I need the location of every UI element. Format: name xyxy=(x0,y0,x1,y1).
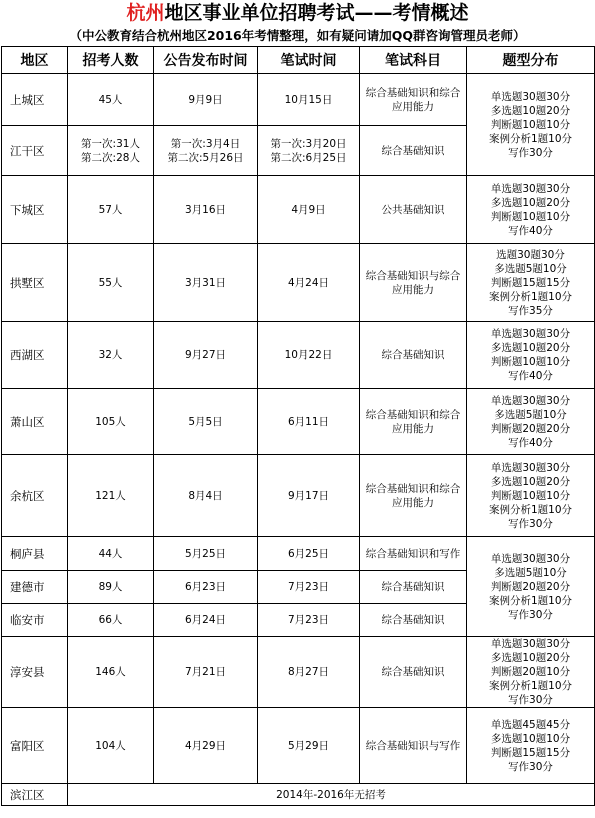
cell-line: 第一次:31人 xyxy=(81,137,140,150)
cell-line: 单选题30题30分 xyxy=(490,461,571,474)
exam-date-cell xyxy=(258,322,360,389)
cell-line: 写作35分 xyxy=(508,304,553,317)
exam-date-cell xyxy=(258,537,360,571)
distribution-cell xyxy=(467,176,595,244)
table-row xyxy=(2,74,595,126)
announce-date-cell xyxy=(154,604,258,637)
cell-line: 判断题15题15分 xyxy=(490,276,571,289)
cell-line: 判断题10题10分 xyxy=(490,210,571,223)
announce-date-cell xyxy=(154,637,258,708)
cell-line: 第二次:28人 xyxy=(81,151,140,164)
cell-line: 写作40分 xyxy=(508,436,553,449)
header-row xyxy=(2,47,595,74)
cell-line: 7月23日 xyxy=(287,581,330,593)
cell-line: 单选题30题30分 xyxy=(490,182,571,195)
cell-line: 写作30分 xyxy=(508,517,553,530)
region-cell: 建德市 xyxy=(2,571,68,604)
no-exam-note: 2014年-2016年无招考 xyxy=(68,784,595,806)
subject-cell: 综合基础知识 xyxy=(360,604,467,637)
table-row xyxy=(2,537,595,571)
region-cell: 余杭区 xyxy=(2,455,68,537)
subject-cell: 综合基础知识和综合应用能力 xyxy=(360,74,467,126)
cell-line: 写作30分 xyxy=(508,146,553,159)
subject-cell: 综合基础知识和写作 xyxy=(360,537,467,571)
cell-line: 7月23日 xyxy=(287,614,330,626)
region-cell: 上城区 xyxy=(2,74,68,126)
cell-line: 4月29日 xyxy=(184,739,227,752)
subject-cell: 综合基础知识和综合应用能力 xyxy=(360,389,467,455)
cell-line: 案例分析1题10分 xyxy=(488,503,573,516)
exam-overview-table xyxy=(1,46,595,806)
count-cell xyxy=(68,604,154,637)
cell-line: 第一次:3月20日 xyxy=(270,137,347,150)
cell-line: 判断题10题10分 xyxy=(490,118,571,131)
cell-line: 判断题10题10分 xyxy=(490,489,571,502)
table-row xyxy=(2,244,595,322)
cell-line: 写作30分 xyxy=(508,694,553,706)
cell-line: 6月25日 xyxy=(287,547,330,560)
table-row xyxy=(2,322,595,389)
cell-line: 8月4日 xyxy=(188,489,223,502)
cell-line: 多选题10题20分 xyxy=(490,104,571,117)
cell-line: 第二次:6月25日 xyxy=(270,151,347,164)
count-cell xyxy=(68,244,154,322)
distribution-cell xyxy=(467,637,595,708)
table-row xyxy=(2,389,595,455)
header-subject: 笔试科目 xyxy=(360,47,467,74)
count-cell xyxy=(68,389,154,455)
count-cell xyxy=(68,74,154,126)
region-cell: 滨江区 xyxy=(2,784,68,806)
exam-date-cell xyxy=(258,637,360,708)
cell-line: 105人 xyxy=(95,415,126,428)
header-count: 招考人数 xyxy=(68,47,154,74)
region-cell: 临安市 xyxy=(2,604,68,637)
cell-line: 写作30分 xyxy=(508,608,553,621)
cell-line: 多选题5题10分 xyxy=(494,262,567,275)
distribution-cell xyxy=(467,389,595,455)
subject-cell: 综合基础知识和综合应用能力 xyxy=(360,455,467,537)
exam-date-cell xyxy=(258,708,360,784)
cell-line: 57人 xyxy=(98,203,123,216)
exam-date-cell xyxy=(258,176,360,244)
cell-line: 8月27日 xyxy=(287,666,330,678)
cell-line: 9月27日 xyxy=(184,349,227,361)
subject-cell: 综合基础知识 xyxy=(360,126,467,176)
distribution-cell xyxy=(467,708,595,784)
exam-date-cell xyxy=(258,455,360,537)
table-row xyxy=(2,176,595,244)
cell-line: 32人 xyxy=(98,349,123,361)
cell-line: 9月9日 xyxy=(188,93,223,106)
cell-line: 判断题15题15分 xyxy=(490,746,571,759)
cell-line: 44人 xyxy=(98,547,123,560)
announce-date-cell xyxy=(154,571,258,604)
cell-line: 写作30分 xyxy=(508,760,553,773)
region-cell: 桐庐县 xyxy=(2,537,68,571)
cell-line: 单选题30题30分 xyxy=(490,328,571,340)
cell-line: 4月24日 xyxy=(287,276,330,289)
announce-date-cell xyxy=(154,244,258,322)
exam-date-cell xyxy=(258,74,360,126)
table-row xyxy=(2,784,595,806)
table-body xyxy=(2,74,595,806)
cell-line: 10月22日 xyxy=(284,349,333,361)
cell-line: 写作40分 xyxy=(508,370,553,382)
cell-line: 判断题20题10分 xyxy=(490,666,571,678)
cell-line: 6月11日 xyxy=(287,415,330,428)
region-cell: 西湖区 xyxy=(2,322,68,389)
announce-date-cell xyxy=(154,126,258,176)
exam-date-cell xyxy=(258,604,360,637)
distribution-cell xyxy=(467,244,595,322)
cell-line: 4月9日 xyxy=(291,203,326,216)
cell-line: 案例分析1题10分 xyxy=(488,594,573,607)
cell-line: 写作40分 xyxy=(508,224,553,237)
cell-line: 146人 xyxy=(95,666,126,678)
count-cell xyxy=(68,322,154,389)
table-row xyxy=(2,455,595,537)
subject-cell: 综合基础知识与写作 xyxy=(360,708,467,784)
cell-line: 案例分析1题10分 xyxy=(488,680,573,692)
announce-date-cell xyxy=(154,322,258,389)
region-cell: 萧山区 xyxy=(2,389,68,455)
cell-line: 6月23日 xyxy=(184,581,227,593)
cell-line: 5月29日 xyxy=(287,739,330,752)
count-cell xyxy=(68,126,154,176)
distribution-cell xyxy=(467,537,595,637)
cell-line: 判断题20题20分 xyxy=(490,580,571,593)
cell-line: 55人 xyxy=(98,276,123,289)
exam-date-cell xyxy=(258,126,360,176)
cell-line: 10月15日 xyxy=(284,93,333,106)
cell-line: 3月16日 xyxy=(184,203,227,216)
table-row xyxy=(2,708,595,784)
cell-line: 45人 xyxy=(98,93,123,106)
cell-line: 多选题10题20分 xyxy=(490,652,571,664)
cell-line: 多选题10题20分 xyxy=(490,342,571,354)
distribution-cell xyxy=(467,74,595,176)
cell-line: 第二次:5月26日 xyxy=(167,151,244,164)
cell-line: 6月24日 xyxy=(184,614,227,626)
cell-line: 第一次:3月4日 xyxy=(170,137,241,150)
distribution-cell xyxy=(467,322,595,389)
count-cell xyxy=(68,455,154,537)
cell-line: 多选题5题10分 xyxy=(494,408,567,421)
cell-line: 5月25日 xyxy=(184,547,227,560)
cell-line: 单选题30题30分 xyxy=(490,638,571,650)
cell-line: 多选题10题10分 xyxy=(490,732,571,745)
region-cell: 江干区 xyxy=(2,126,68,176)
cell-line: 9月17日 xyxy=(287,489,330,502)
cell-line: 案例分析1题10分 xyxy=(488,290,573,303)
exam-date-cell xyxy=(258,244,360,322)
announce-date-cell xyxy=(154,537,258,571)
count-cell xyxy=(68,708,154,784)
count-cell xyxy=(68,637,154,708)
page-title: 杭州地区事业单位招聘考试——考情概述 xyxy=(126,2,469,24)
region-cell: 富阳区 xyxy=(2,708,68,784)
cell-line: 7月21日 xyxy=(184,666,227,678)
cell-line: 单选题30题30分 xyxy=(490,552,571,565)
header-exam: 笔试时间 xyxy=(258,47,360,74)
cell-line: 3月31日 xyxy=(184,276,227,289)
subject-cell: 公共基础知识 xyxy=(360,176,467,244)
count-cell xyxy=(68,537,154,571)
cell-line: 单选题30题30分 xyxy=(490,90,571,103)
distribution-cell xyxy=(467,455,595,537)
exam-date-cell xyxy=(258,389,360,455)
header-distribution: 题型分布 xyxy=(467,47,595,74)
page-subtitle: （中公教育结合杭州地区2016年考情整理，如有疑问请加QQ群咨询管理员老师） xyxy=(69,28,526,43)
cell-line: 选题30题30分 xyxy=(496,248,565,261)
cell-line: 判断题20题20分 xyxy=(490,422,571,435)
subject-cell: 综合基础知识 xyxy=(360,571,467,604)
announce-date-cell xyxy=(154,74,258,126)
announce-date-cell xyxy=(154,176,258,244)
subject-cell: 综合基础知识与综合应用能力 xyxy=(360,244,467,322)
table-row xyxy=(2,637,595,708)
subject-cell: 综合基础知识 xyxy=(360,637,467,708)
cell-line: 多选题10题20分 xyxy=(490,196,571,209)
cell-line: 多选题10题20分 xyxy=(490,475,571,488)
cell-line: 89人 xyxy=(98,581,123,593)
subject-cell: 综合基础知识 xyxy=(360,322,467,389)
cell-line: 案例分析1题10分 xyxy=(488,132,573,145)
exam-date-cell xyxy=(258,571,360,604)
cell-line: 单选题30题30分 xyxy=(490,394,571,407)
cell-line: 104人 xyxy=(95,739,126,752)
cell-line: 单选题45题45分 xyxy=(490,718,571,731)
announce-date-cell xyxy=(154,708,258,784)
announce-date-cell xyxy=(154,455,258,537)
count-cell xyxy=(68,571,154,604)
region-cell: 淳安县 xyxy=(2,637,68,708)
region-cell: 拱墅区 xyxy=(2,244,68,322)
cell-line: 66人 xyxy=(98,614,123,626)
cell-line: 判断题10题10分 xyxy=(490,356,571,368)
cell-line: 121人 xyxy=(95,489,126,502)
count-cell xyxy=(68,176,154,244)
header-region: 地区 xyxy=(2,47,68,74)
region-cell: 下城区 xyxy=(2,176,68,244)
announce-date-cell xyxy=(154,389,258,455)
header-announce: 公告发布时间 xyxy=(154,47,258,74)
cell-line: 5月5日 xyxy=(188,415,223,428)
cell-line: 多选题5题10分 xyxy=(494,566,567,579)
